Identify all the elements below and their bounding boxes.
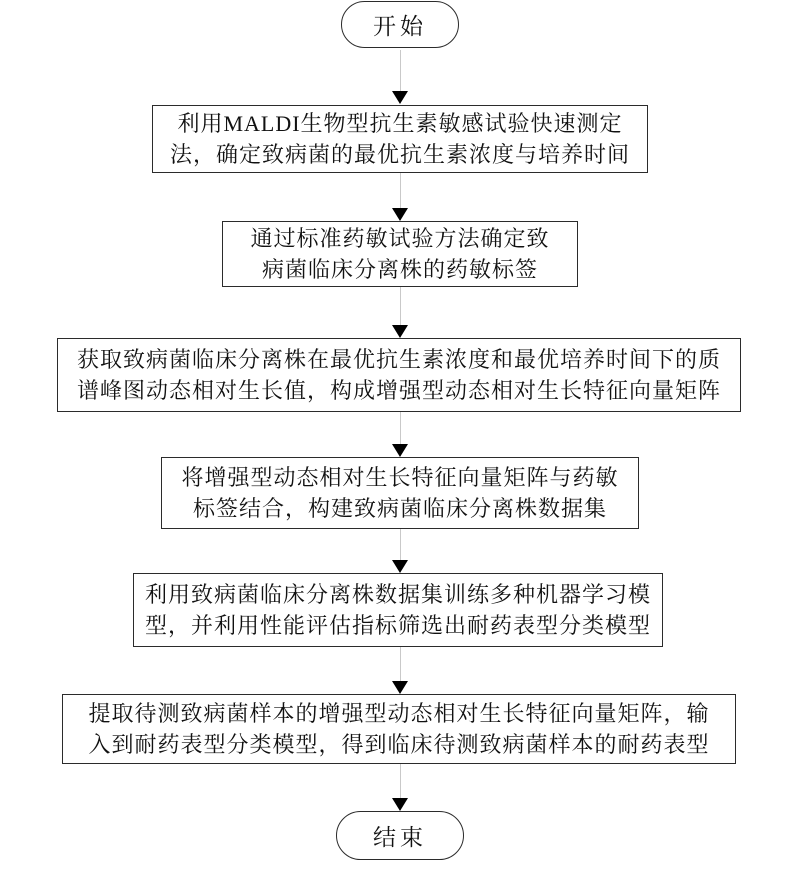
step-text-5: 利用致病菌临床分离株数据集训练多种机器学习模 型，并利用性能评估指标筛选出耐药表型分类模型 [144, 582, 651, 638]
connector-step2-to-step3 [392, 287, 408, 338]
connector-start-to-step1 [392, 50, 408, 104]
arrow-down-icon [392, 681, 408, 694]
arrow-down-icon [392, 208, 408, 221]
end-node [336, 811, 464, 860]
connector-line [400, 764, 401, 798]
connector-line [400, 173, 401, 208]
connector-line [400, 647, 401, 681]
arrow-down-icon [392, 325, 408, 338]
arrow-down-icon [392, 444, 408, 457]
step-text-2: 通过标准药敏试验方法确定致 病菌临床分离株的药敏标签 [250, 226, 550, 282]
start-node-label: 开始 [373, 14, 427, 39]
connector-line [400, 287, 401, 325]
step-text-1: 利用MALDI生物型抗生素敏感试验快速测定 法，确定致病菌的最优抗生素浓度与培养时间 [169, 111, 630, 167]
step-text-4: 将增强型动态相对生长特征向量矩阵与药敏 标签结合，构建致病菌临床分离株数据集 [181, 465, 619, 521]
end-node-label: 结束 [373, 825, 427, 850]
connector-line [400, 529, 401, 560]
connector-line [400, 50, 401, 91]
arrow-down-icon [392, 560, 408, 573]
connector-step3-to-step4 [392, 412, 408, 457]
connector-step4-to-step5 [392, 529, 408, 573]
step-text-6: 提取待测致病菌样本的增强型动态相对生长特征向量矩阵，输 入到耐药表型分类模型，得到临床待测致病菌样本的耐药表型 [88, 701, 710, 757]
step-box-4 [161, 457, 639, 529]
arrow-down-icon [392, 798, 408, 811]
step-box-2 [222, 221, 578, 287]
connector-step6-to-end [392, 764, 408, 811]
step-box-1 [152, 105, 648, 173]
connector-step1-to-step2 [392, 173, 408, 221]
connector-step5-to-step6 [392, 647, 408, 694]
arrow-down-icon [392, 91, 408, 104]
start-node [341, 1, 459, 48]
connector-line [400, 412, 401, 444]
step-box-6 [62, 694, 736, 764]
step-text-3: 获取致病菌临床分离株在最优抗生素浓度和最优培养时间下的质 谱峰图动态相对生长值，构成增强型动态相对生长特征向量矩阵 [76, 347, 721, 403]
step-box-5 [133, 573, 663, 647]
step-box-3 [57, 338, 741, 412]
